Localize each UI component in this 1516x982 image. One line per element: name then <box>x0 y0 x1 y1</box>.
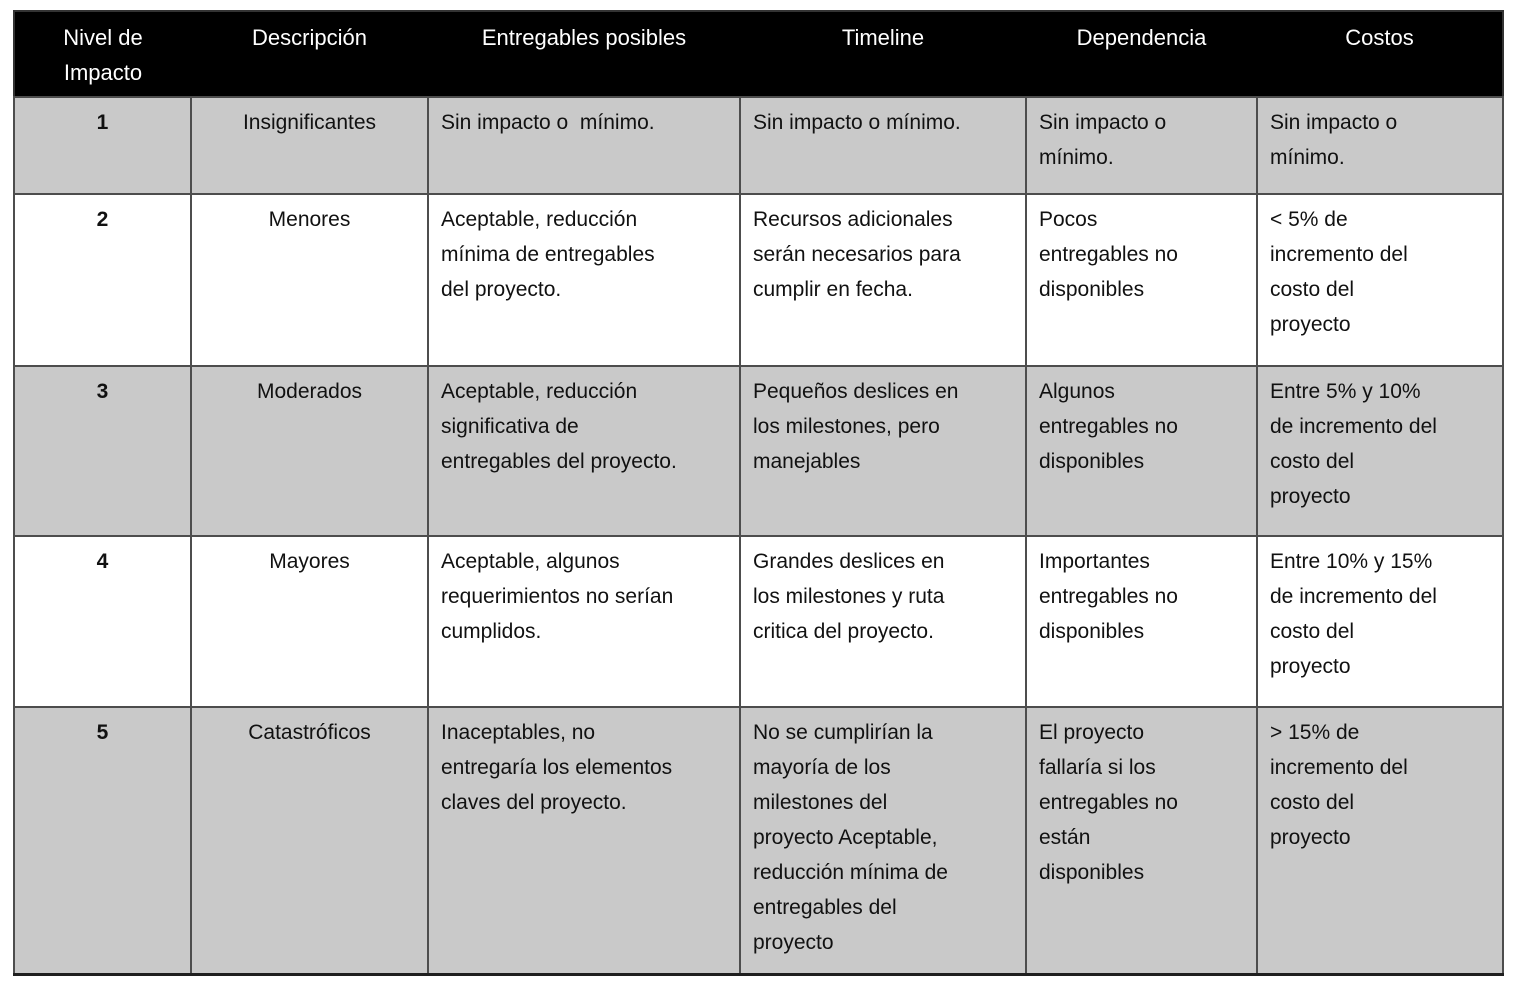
cell-nivel: 1 <box>14 97 191 194</box>
cell-dependencia: Algunos entregables no disponibles <box>1026 366 1257 536</box>
column-header-costos: Costos <box>1257 11 1503 97</box>
cell-descripcion: Catastróficos <box>191 707 428 974</box>
cell-entregables: Aceptable, reducción mínima de entregables del proyecto. <box>428 194 740 366</box>
cell-timeline: Grandes deslices en los milestones y ruta critica del proyecto. <box>740 536 1026 707</box>
column-header-timeline: Timeline <box>740 11 1026 97</box>
cell-descripcion: Mayores <box>191 536 428 707</box>
table-header-row <box>14 11 1503 97</box>
table-row-level-1 <box>14 97 1503 194</box>
cell-timeline: Recursos adicionales serán necesarios para cumplir en fecha. <box>740 194 1026 366</box>
impact-level-table <box>13 10 1504 976</box>
cell-dependencia: Importantes entregables no disponibles <box>1026 536 1257 707</box>
cell-costos: > 15% de incremento del costo del proyecto <box>1257 707 1503 974</box>
cell-costos: Entre 5% y 10% de incremento del costo del proyecto <box>1257 366 1503 536</box>
cell-nivel: 3 <box>14 366 191 536</box>
column-header-dependencia: Dependencia <box>1026 11 1257 97</box>
table-row-level-4 <box>14 536 1503 707</box>
cell-descripcion: Insignificantes <box>191 97 428 194</box>
table-row-level-3 <box>14 366 1503 536</box>
table-row-level-2 <box>14 194 1503 366</box>
cell-timeline: Pequeños deslices en los milestones, pero manejables <box>740 366 1026 536</box>
cell-dependencia: Sin impacto o mínimo. <box>1026 97 1257 194</box>
cell-nivel: 4 <box>14 536 191 707</box>
cell-descripcion: Moderados <box>191 366 428 536</box>
cell-dependencia: Pocos entregables no disponibles <box>1026 194 1257 366</box>
column-header-descripcion: Descripción <box>191 11 428 97</box>
cell-timeline: Sin impacto o mínimo. <box>740 97 1026 194</box>
cell-timeline: No se cumplirían la mayoría de los milestones del proyecto Aceptable, reducción mínima de entregables del proyecto <box>740 707 1026 974</box>
cell-entregables: Inaceptables, no entregaría los elementos claves del proyecto. <box>428 707 740 974</box>
cell-costos: Sin impacto o mínimo. <box>1257 97 1503 194</box>
table-row-level-5 <box>14 707 1503 974</box>
cell-dependencia: El proyecto fallaría si los entregables no están disponibles <box>1026 707 1257 974</box>
cell-costos: Entre 10% y 15% de incremento del costo del proyecto <box>1257 536 1503 707</box>
column-header-entregables-posibles: Entregables posibles <box>428 11 740 97</box>
column-header-nivel-de-impacto: Nivel de Impacto <box>14 11 191 97</box>
cell-nivel: 2 <box>14 194 191 366</box>
cell-entregables: Aceptable, algunos requerimientos no serían cumplidos. <box>428 536 740 707</box>
cell-nivel: 5 <box>14 707 191 974</box>
cell-entregables: Aceptable, reducción significativa de entregables del proyecto. <box>428 366 740 536</box>
cell-descripcion: Menores <box>191 194 428 366</box>
cell-entregables: Sin impacto o mínimo. <box>428 97 740 194</box>
cell-costos: < 5% de incremento del costo del proyecto <box>1257 194 1503 366</box>
